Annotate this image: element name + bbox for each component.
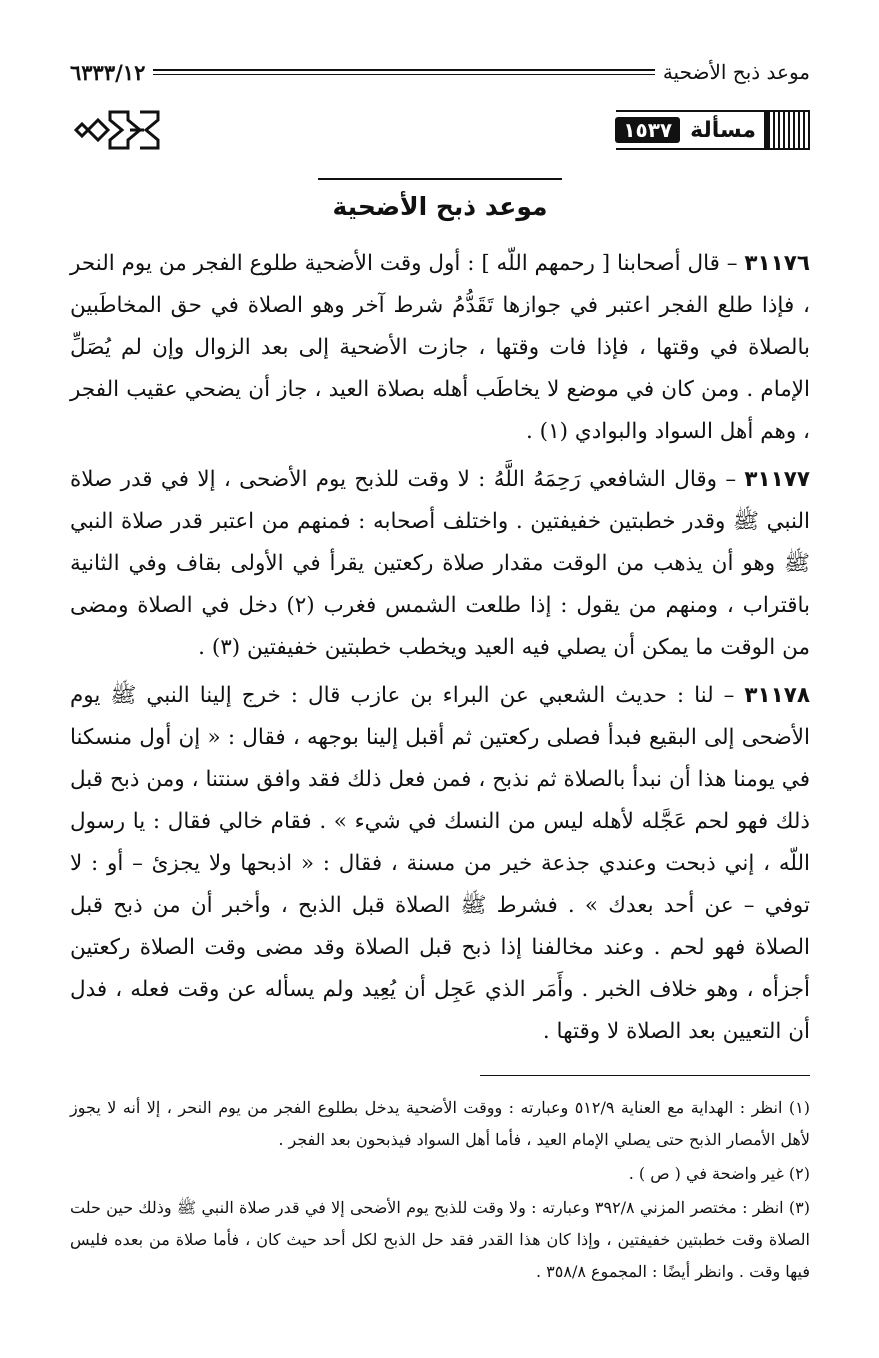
paragraph-number: ٣١١٧٧ — [744, 467, 810, 492]
masala-label: مسألة — [690, 117, 756, 143]
running-header — [70, 52, 810, 92]
footnote-2: (٢) غير واضحة في ( ص ) . — [628, 1164, 810, 1183]
chapter-title: موعد ذبح الأضحية — [318, 178, 561, 221]
paragraph-text: – وقال الشافعي رَحِمَهُ اللَّهُ : لا وقت للذبح يوم الأضحى ، إلا في قدر صلاة النبي ﷺ وقدر خطبتين خفيفتين . واختلف أصحابه : فمنهم من اعتبر قدر صلاة النبي ﷺ وهو أن يذهب من الوقت مقدار صلاة ركعتين يقرأ في الأولى بقاف وفي الثانية باقتراب ، ومنهم من يقول : إذا طلعت الشمس فغرب (٢) دخل في الصلاة ومضى من الوقت ما يمكن أن يصلي فيه العيد ويخطب خطبتين خفيفتين (٣) . — [70, 467, 811, 660]
footnotes — [70, 1092, 810, 1288]
paragraph-number: ٣١١٧٦ — [744, 251, 810, 276]
masala-box — [616, 110, 766, 150]
paragraph-text: – لنا : حديث الشعبي عن البراء بن عازب قال : خرج إلينا النبي ﷺ يوم الأضحى إلى البقيع فبدأ فصلى ركعتين ثم أقبل إلينا بوجهه ، فقال : « إن أول منسكنا في يومنا هذا أن نبدأ بالصلاة ثم نذبح ، فمن فعل ذلك فقد وافق سنتنا ، ومن ذبح قبل ذلك فهو لحم عَجَّله لأهله ليس من النسك في شيء » . فقام خالي فقال : يا رسول اللّه ، إني ذبحت وعندي جذعة خير من مسنة ، فقال : « اذبحها ولا يجزئ – أو : لا توفي – عن أحد بعدك » . فشرط ﷺ الصلاة قبل الذبح ، وأخبر أن من ذبح قبل الصلاة فهو لحم . وعند مخالفنا إذا ذبح قبل الصلاة وقد مضى وقت الصلاة ركعتين أجزأه ، وهو خلاف الخبر . وأَمَر الذي عَجِل أن يُعِيد ولم يسأله عن وقت فعله ، فدل أن التعيين بعد الصلاة لا وقتها . — [70, 683, 810, 1044]
paragraph-number: ٣١١٧٨ — [744, 683, 810, 708]
footnote-separator — [480, 1075, 810, 1076]
page-number: ٦٣٣٣/١٢ — [70, 59, 146, 85]
knot-ornament-icon — [70, 102, 170, 158]
hatched-ornament-block — [766, 110, 810, 150]
paragraph-31177 — [70, 459, 810, 669]
book-page — [70, 52, 810, 1290]
main-text — [70, 243, 810, 1053]
header-rule — [153, 69, 654, 75]
paragraph-31176 — [70, 243, 810, 453]
footnote-3: (٣) انظر : مختصر المزني ٣٩٢/٨ وعبارته : ولا وقت للذبح يوم الأضحى إلا في قدر صلاة النبي ﷺ وذلك حين حلت الصلاة وقت خطبتين خفيفتين ، وإذا كان هذا القدر فقد حل الذبح لكل أحد حيث كان ، فأما صلاة من بعده فليس فيها وقت . وانظر أيضًا : المجموع ٣٥٨/٨ . — [70, 1198, 811, 1281]
footnote-1: (١) انظر : الهداية مع العناية ٥١٢/٩ وعبارته : ووقت الأضحية يدخل بطلوع الفجر من يوم النحر ، إلا أنه لا يجوز لأهل الأمصار الذبح حتى يصلي الإمام العيد ، فأما أهل السواد فيذبحون بعد الفجر . — [70, 1098, 810, 1149]
masala-banner — [70, 102, 810, 158]
paragraph-31178 — [70, 675, 810, 1053]
paragraph-text: – قال أصحابنا [ رحمهم اللّه ] : أول وقت الأضحية طلوع الفجر من يوم النحر ، فإذا طلع الفجر اعتبر في جوازها تَقَدُّمُ شرط آخر وهو الصلاة في حق المخاطَبين بالصلاة في وقتها ، فإذا فات وقتها ، جازت الأضحية إلى بعد الزوال وإن لم يُصَلِّ الإمام . ومن كان في موضع لا يخاطَب أهله بصلاة العيد ، جاز أن يضحي عقيب الفجر ، وهم أهل السواد والبوادي (١) . — [70, 251, 810, 444]
masala-number: ١٥٣٧ — [615, 117, 680, 143]
running-header-title: موعد ذبح الأضحية — [662, 60, 810, 84]
